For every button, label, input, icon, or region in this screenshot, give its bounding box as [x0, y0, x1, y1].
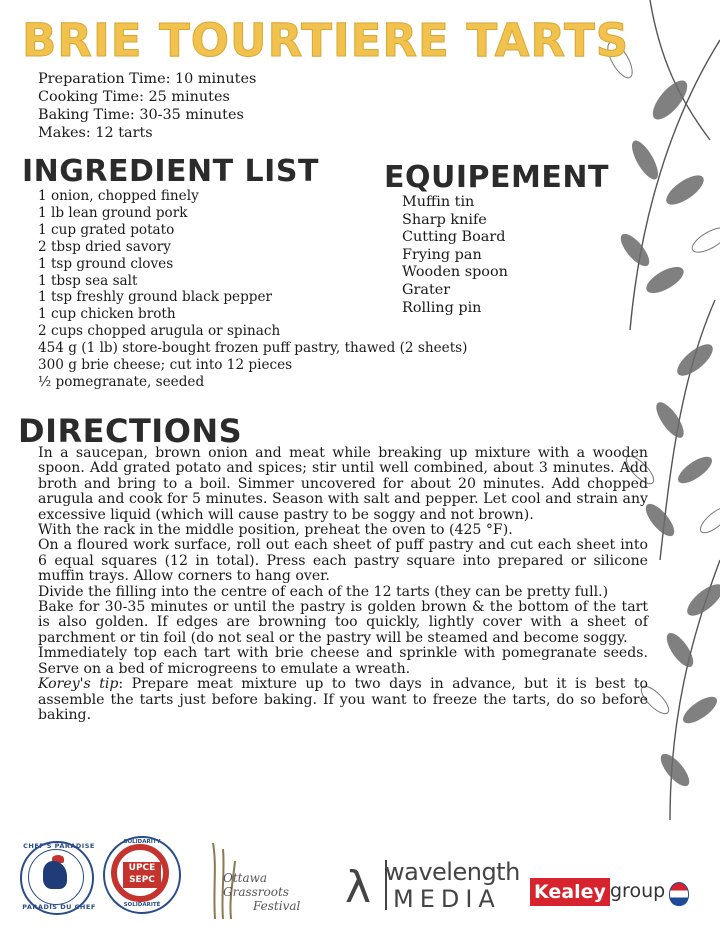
ingredient-item: 1 cup grated potato: [38, 221, 175, 238]
solidarity-text: SOLIDARITY: [123, 839, 161, 845]
direction-step: Immediately top each tart with brie cheese and sprinkle with pomegranate seeds. Serve on a bed of microgreens to emulate a wreath.: [38, 645, 648, 677]
wavelength-media-logo: [345, 856, 525, 916]
wavelength-text: wavelength: [385, 858, 520, 886]
ingredient-item: ½ pomegranate, seeded: [38, 373, 205, 390]
ottawa-grassroots-festival-logo: [205, 841, 325, 921]
directions-heading: DIRECTIONS: [18, 412, 243, 450]
direction-step: On a floured work surface, roll out each sheet of puff pastry and cut each sheet into 6 equal squares (12 in total). Press each pastry square into prepared or silicone muffin trays. Allow corners to hang over.: [38, 537, 648, 585]
ingredient-item: 1 tsp ground cloves: [38, 255, 174, 272]
recipe-title: BRIE TOURTIERE TARTS: [22, 14, 630, 67]
chefs-paradise-text: CHEF'S PARADISE: [23, 842, 95, 850]
kealey-group-logo: [530, 878, 705, 910]
ingredient-item: 1 tsp freshly ground black pepper: [38, 289, 273, 306]
recipe-meta: [38, 70, 256, 142]
media-text: MEDIA: [393, 885, 501, 913]
ingredient-item: 1 lb lean ground pork: [38, 204, 188, 221]
upce-sepc-badge: UPCE SEPC: [123, 862, 161, 888]
ingredient-item: 300 g brie cheese; cut into 12 pieces: [38, 357, 293, 374]
balloon-icon: [669, 882, 689, 906]
solidarite-text: SOLIDARITÉ: [123, 902, 161, 908]
equipment-item: Frying pan: [402, 246, 482, 263]
yield: Makes: 12 tarts: [38, 125, 153, 141]
equipment-item: Sharp knife: [402, 211, 487, 228]
lambda-icon: λ: [345, 862, 372, 913]
equipment-item: Grater: [402, 281, 451, 298]
ingredient-item: 1 tbsp sea salt: [38, 272, 138, 289]
directions-text: [38, 446, 648, 723]
ingredient-item: 2 cups chopped arugula or spinach: [38, 323, 281, 340]
ingredients-heading: INGREDIENT LIST: [22, 154, 319, 189]
sponsor-logos: [0, 826, 720, 931]
equipment-item: Cutting Board: [402, 229, 506, 246]
chefs-paradise-logo: [20, 841, 94, 915]
ingredient-item: 2 tbsp dried savory: [38, 238, 171, 255]
ogf-name-line2: Festival: [253, 899, 301, 913]
upce-solidarity-logo: [103, 836, 181, 914]
equipment-list: [402, 194, 508, 317]
tip: [38, 677, 648, 723]
equipment-item: Muffin tin: [402, 194, 475, 210]
ingredient-item: 1 onion, chopped finely: [38, 188, 199, 204]
bake-time: Baking Time: 30-35 minutes: [38, 107, 244, 123]
direction-step: Bake for 30-35 minutes or until the pastry is golden brown & the bottom of the tart is also golden. If edges are browning too quickly, lightly cover with a sheet of parchment or tin foil (do not seal or the pastry will be steamed and become soggy.: [38, 599, 648, 646]
kealey-text: Kealey: [530, 878, 610, 906]
equipment-item: Rolling pin: [402, 299, 482, 316]
tip-text: : Prepare meat mixture up to two days in advance, but it is best to assemble the tarts just before baking. If you want to freeze the tarts, do so before baking.: [38, 676, 648, 723]
prep-time: Preparation Time: 10 minutes: [38, 71, 257, 87]
ingredient-item: 1 cup chicken broth: [38, 306, 176, 323]
direction-step: Divide the filling into the centre of each of the 12 tarts (they can be pretty full.): [38, 583, 609, 600]
group-text: group: [610, 880, 666, 902]
tip-label: Korey's tip: [38, 676, 119, 693]
direction-step: In a saucepan, brown onion and meat while breaking up mixture with a wooden spoon. Add grated potato and spices; stir until well combined, about 3 minutes. Add broth and bring to a boil. Simmer uncovered for about 20 minutes. Add chopped arugula and cook for 5 minutes. Season with salt and pepper. Let cool and strain any excessive liquid (which will cause pastry to be soggy and not brown).: [38, 445, 648, 523]
ingredient-item: 454 g (1 lb) store-bought frozen puff pastry, thawed (2 sheets): [38, 340, 468, 357]
direction-step: With the rack in the middle position, preheat the oven to (425 °F).: [38, 522, 513, 539]
equipment-heading: EQUIPEMENT: [384, 160, 609, 195]
rooster-icon: [43, 861, 67, 889]
cook-time: Cooking Time: 25 minutes: [38, 89, 230, 105]
ogf-name-line1: Ottawa Grassroots: [223, 871, 289, 899]
equipment-item: Wooden spoon: [402, 264, 508, 281]
paradis-du-chef-text: PARADIS DU CHEF: [22, 903, 96, 911]
